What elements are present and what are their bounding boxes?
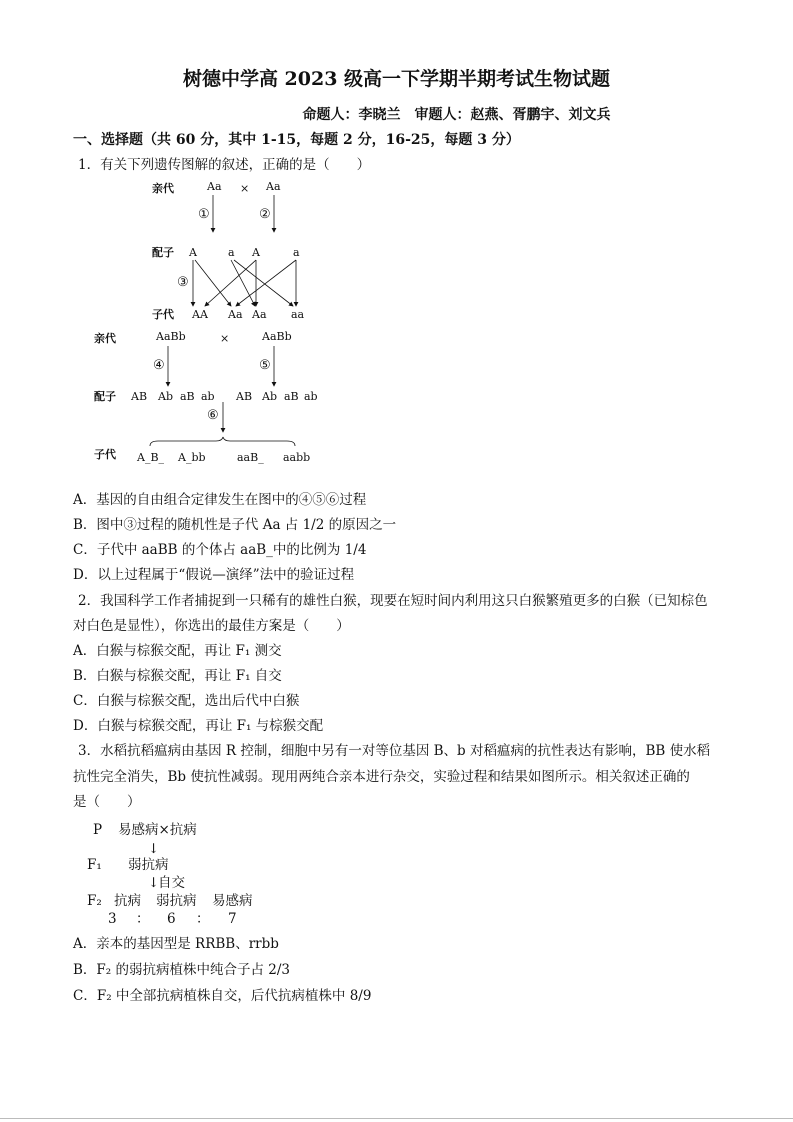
- gamete: a: [293, 246, 300, 259]
- ratio-value: 7: [228, 911, 237, 927]
- q2-stem-line1: 2．我国科学工作者捕捉到一只稀有的雄性白猴，现要在短时间内利用这只白猴繁殖更多的白猴（已知棕色: [78, 593, 708, 609]
- gamete: Ab: [158, 390, 173, 403]
- q1-genetic-diagram: [0, 0, 793, 480]
- f2-label: F₂: [87, 893, 102, 909]
- gamete: aB: [284, 390, 299, 403]
- parent-genotype: AaBb: [156, 330, 186, 343]
- gamete: A: [189, 246, 197, 259]
- q3-stem-line2: 抗性完全消失，Bb 使抗性减弱。现用两纯合亲本进行杂交，实验过程和结果如图所示。相关叙述正确的: [73, 769, 690, 785]
- offspring-genotype: AA: [192, 308, 208, 321]
- f1-label: F₁: [87, 857, 102, 873]
- down-arrow-icon: ↓: [148, 875, 160, 891]
- step-label: ③: [177, 275, 189, 290]
- gamete: ab: [304, 390, 318, 403]
- p-label: P: [93, 822, 103, 838]
- gamete: aB: [180, 390, 195, 403]
- ratio-value: 6: [167, 911, 176, 927]
- parent-genotype: AaBb: [262, 330, 292, 343]
- gamete: A: [252, 246, 260, 259]
- ratio-separator: ：: [136, 911, 150, 927]
- brace: [150, 437, 295, 446]
- offspring-phenotype: A_bb: [178, 451, 206, 464]
- exam-authors: 命题人：李晓兰 审题人：赵燕、胥鹏宇、刘文兵: [302, 107, 611, 123]
- parent-genotype: Aa: [207, 180, 222, 193]
- q1-option-b: B．图中③过程的随机性是子代 Aa 占 1/2 的原因之一: [73, 517, 397, 533]
- q2-stem-line2: 对白色是显性），你选出的最佳方案是（ ）: [73, 618, 350, 634]
- q2-option-b: B．白猴与棕猴交配，再让 F₁ 自交: [73, 668, 282, 684]
- q3-stem-line1: 3．水稻抗稻瘟病由基因 R 控制，细胞中另有一对等位基因 B、b 对稻瘟病的抗性表达有影响，BB 使水稻: [78, 743, 711, 759]
- cross-symbol: ×: [220, 332, 230, 345]
- p-text: 易感病×抗病: [118, 822, 197, 838]
- selfing-label: 自交: [158, 875, 185, 891]
- q1-stem: 1．有关下列遗传图解的叙述，正确的是（ ）: [78, 157, 371, 173]
- offspring-phenotype: aaB_: [237, 451, 264, 464]
- cross-symbol: ×: [240, 182, 250, 195]
- q1-option-a: A．基因的自由组合定律发生在图中的④⑤⑥过程: [73, 492, 367, 508]
- gamete: Ab: [262, 390, 277, 403]
- f2-phenotype: 易感病: [212, 893, 253, 909]
- ratio-value: 3: [108, 911, 117, 927]
- q2-option-d: D．白猴与棕猴交配，再让 F₁ 与棕猴交配: [73, 718, 324, 734]
- q3-option-a: A．亲本的基因型是 RRBB、rrbb: [73, 936, 279, 952]
- offspring-phenotype: aabb: [283, 451, 311, 464]
- page-bottom-rule: [0, 1118, 793, 1119]
- step-label: ④: [153, 358, 165, 373]
- step-label: ②: [259, 207, 271, 222]
- offspring-genotype: Aa: [252, 308, 267, 321]
- label-offspring: 子代: [94, 448, 116, 461]
- step-label: ⑥: [207, 408, 219, 423]
- q3-option-c: C．F₂ 中全部抗病植株自交，后代抗病植株中 8/9: [73, 988, 372, 1004]
- section-heading: 一、选择题（共 60 分，其中 1-15，每题 2 分，16-25，每题 3 分）: [73, 132, 520, 148]
- q3-stem-line3: 是（ ）: [73, 794, 141, 810]
- exam-title: 树德中学高 2023 级高一下学期半期考试生物试题: [182, 68, 611, 90]
- q1-option-d: D．以上过程属于“假说—演绎”法中的验证过程: [73, 567, 355, 583]
- q2-option-c: C．白猴与棕猴交配，选出后代中白猴: [73, 693, 300, 709]
- q1-option-c: C．子代中 aaBB 的个体占 aaB_中的比例为 1/4: [73, 542, 367, 558]
- down-arrow-icon: ↓: [148, 841, 160, 857]
- parent-genotype: Aa: [266, 180, 281, 193]
- offspring-genotype: aa: [291, 308, 305, 321]
- offspring-genotype: Aa: [228, 308, 243, 321]
- ratio-separator: ：: [196, 911, 210, 927]
- gamete: ab: [201, 390, 215, 403]
- gamete: AB: [236, 390, 253, 403]
- label-gamete: 配子: [94, 390, 116, 403]
- label-parent: 亲代: [152, 182, 174, 195]
- q3-option-b: B．F₂ 的弱抗病植株中纯合子占 2/3: [73, 962, 291, 978]
- step-label: ⑤: [259, 358, 271, 373]
- label-parent: 亲代: [94, 332, 116, 345]
- gamete: a: [228, 246, 235, 259]
- label-offspring: 子代: [152, 308, 174, 321]
- offspring-phenotype: A_B_: [137, 451, 165, 464]
- f2-phenotype: 弱抗病: [156, 893, 197, 909]
- q2-option-a: A．白猴与棕猴交配，再让 F₁ 测交: [73, 643, 282, 659]
- f2-phenotype: 抗病: [114, 893, 141, 909]
- step-label: ①: [198, 207, 210, 222]
- label-gamete: 配子: [152, 246, 174, 259]
- f1-text: 弱抗病: [128, 857, 169, 873]
- gamete: AB: [131, 390, 148, 403]
